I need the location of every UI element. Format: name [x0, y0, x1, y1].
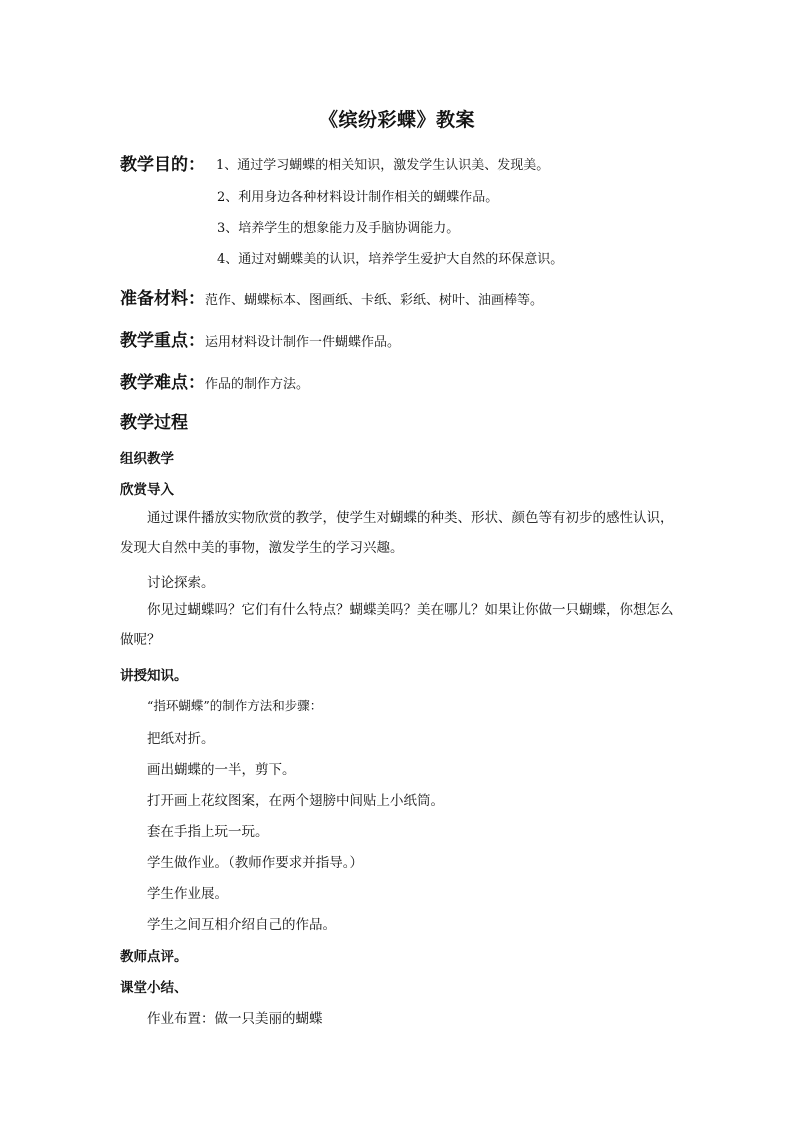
- goal-item-3: 3、培养学生的想象能力及手脑协调能力。: [217, 221, 460, 236]
- step-item: 套在手指上玩一玩。: [147, 824, 269, 840]
- materials-row: [120, 284, 543, 309]
- difficulty-text: 作品的制作方法。: [205, 377, 310, 392]
- document-title: 《缤纷彩蝶》教案: [318, 109, 475, 131]
- difficulty-label: 教学难点：: [120, 373, 205, 393]
- goals-label: 教学目的：: [120, 155, 205, 175]
- materials-text: 范作、蝴蝶标本、图画纸、卡纸、彩纸、树叶、油画棒等。: [205, 293, 544, 308]
- step-item: 学生做作业。（教师作要求并指导。）: [147, 855, 363, 871]
- key-point-text: 运用材料设计制作一件蝴蝶作品。: [205, 335, 401, 350]
- review-heading: 教师点评。: [120, 949, 188, 965]
- difficulty-row: [120, 368, 309, 393]
- step-item: 画出蝴蝶的一半，剪下。: [147, 762, 296, 778]
- key-point-label: 教学重点：: [120, 331, 205, 351]
- goal-item-1: 1、通过学习蝴蝶的相关知识，激发学生认识美、发现美。: [216, 158, 550, 173]
- appreciate-paragraph: 通过课件播放实物欣赏的教学，使学生对蝴蝶的种类、形状、颜色等有初步的感性认识，发现大自然中美的事物，激发学生的学习兴趣。: [120, 510, 674, 556]
- process-heading: 教学过程: [120, 413, 188, 433]
- goals-row: [120, 150, 205, 175]
- organize-heading: 组织教学: [120, 451, 174, 467]
- question-paragraph: 你见过蝴蝶吗？它们有什么特点？蝴蝶美吗？美在哪儿？如果让你做一只蝴蝶，你想怎么做呢？: [120, 602, 674, 648]
- homework-line: 作业布置：做一只美丽的蝴蝶: [147, 1011, 323, 1027]
- step-item: 打开画上花纹图案，在两个翅膀中间贴上小纸筒。: [147, 793, 444, 809]
- step-item: 学生作业展。: [147, 886, 228, 902]
- appreciate-heading: 欣赏导入: [120, 482, 174, 498]
- materials-label: 准备材料：: [120, 289, 205, 309]
- step-item: 把纸对折。: [147, 731, 215, 747]
- discuss-line: 讨论探索。: [147, 575, 215, 591]
- summary-heading: 课堂小结、: [120, 980, 188, 996]
- method-title: “指环蝴蝶”的制作方法和步骤：: [147, 698, 323, 713]
- step-item: 学生之间互相介绍自己的作品。: [147, 917, 336, 933]
- goal-item-2: 2、利用身边各种材料设计制作相关的蝴蝶作品。: [217, 190, 499, 205]
- teach-heading: 讲授知识。: [120, 668, 188, 684]
- key-point-row: [120, 326, 400, 351]
- goal-item-4: 4、通过对蝴蝶美的认识，培养学生爱护大自然的环保意识。: [217, 252, 564, 267]
